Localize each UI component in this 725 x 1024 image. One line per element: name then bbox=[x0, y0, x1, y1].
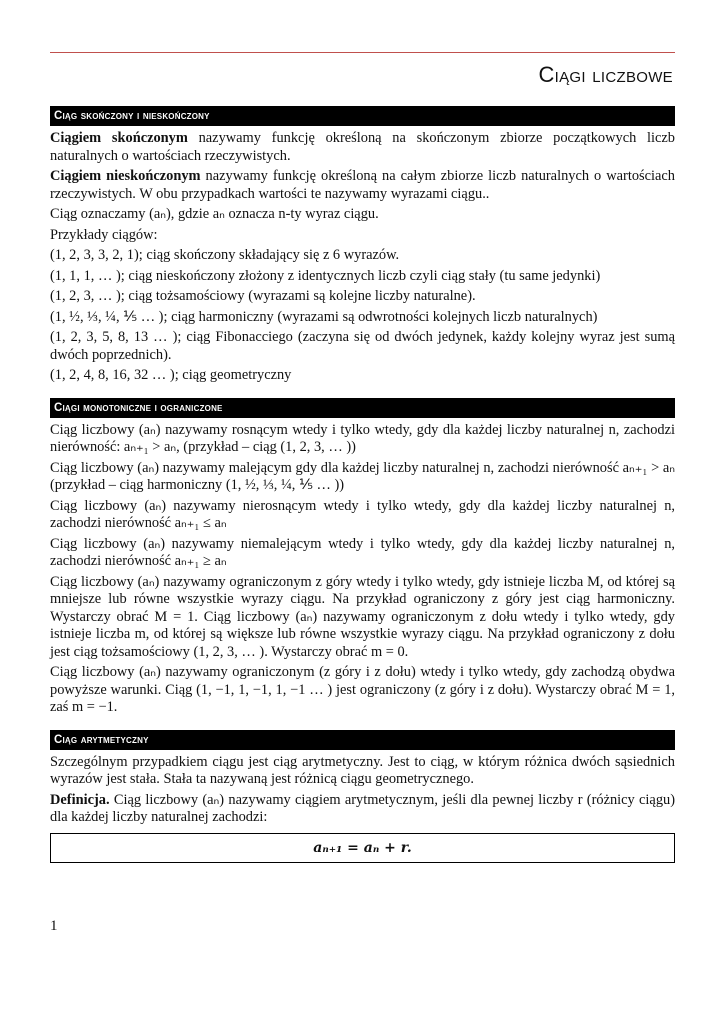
formula: aₙ₊₁ = aₙ + r. bbox=[313, 839, 412, 856]
section-heading: Ciągi monotoniczne i ograniczone bbox=[50, 398, 675, 418]
header-rule bbox=[50, 52, 675, 53]
document-title: Ciągi liczbowe bbox=[538, 62, 673, 87]
example-line: (1, 2, 3, … ); ciąg tożsamościowy (wyrazami są kolejne liczby naturalne). bbox=[50, 288, 476, 304]
paragraph: Przykłady ciągów: bbox=[50, 226, 158, 243]
example-line: (1, ½, ⅓, ¼, ⅕ … ); ciąg harmoniczny (wyrazami są odwrotności kolejnych liczb naturalnych) bbox=[50, 308, 598, 325]
section-heading: Ciąg skończony i nieskończony bbox=[50, 106, 675, 126]
paragraph bbox=[50, 168, 675, 203]
paragraph: Ciąg liczbowy (aₙ) nazywamy rosnącym wtedy i tylko wtedy, gdy dla każdej liczby naturalnej n, zachodzi nierówność: aₙ₊₁ > aₙ, (przykład – ciąg (1, 2, 3, … )) bbox=[50, 421, 675, 455]
paragraph: Ciąg liczbowy (aₙ) nazywamy ograniczonym (z góry i z dołu) wtedy i tylko wtedy, gdy zachodzą obydwa powyższe warunki. Ciąg (1, −1, 1, −1, 1, −1 … ) jest ograniczony (z góry i z dołu). Wystarczy obrać M = 1, zaś m = −1. bbox=[50, 664, 675, 715]
paragraph: Ciąg liczbowy (aₙ) nazywamy niemalejącym wtedy i tylko wtedy, gdy dla każdej liczby naturalnej n, zachodzi nierówność aₙ₊₁ ≥ aₙ bbox=[50, 535, 675, 569]
paragraph bbox=[50, 792, 675, 827]
definition-text: nazywamy funkcję określoną na skończonym zbiorze początkowych liczb naturalnych o wartościach rzeczywistych. bbox=[50, 130, 675, 164]
example-line: (1, 2, 4, 8, 16, 32 … ); ciąg geometryczny bbox=[50, 367, 292, 383]
example-line: (1, 2, 3, 5, 8, 13 … ); ciąg Fibonacciego (zaczyna się od dwóch jedynek, każdy kolejny wyraz jest sumą dwóch poprzednich). bbox=[50, 329, 675, 363]
definition-text: Ciąg liczbowy (aₙ) nazywamy ciągiem arytmetycznym, jeśli dla pewnej liczby r (różnicy ciągu) dla każdej liczby naturalnej zachodzi: bbox=[50, 791, 675, 825]
paragraph: Ciąg liczbowy (aₙ) nazywamy ograniczonym z góry wtedy i tylko wtedy, gdy istnieje liczba M, od której są mniejsze lub równe wszystkie wyrazy ciągu. Na przykład ograniczony z góry jest ciąg harmoniczny. Wystarczy obrać M = 1. Ciąg liczbowy (aₙ) nazywamy ograniczonym z dołu wtedy i tylko wtedy, gdy istnieje liczba m, od której są większe lub równe wszystkie wyrazy ciągu. Na przykład ograniczony z dołu jest ciąg tożsamościowy (1, 2, 3, … ). Wystarczy obrać m = 0. bbox=[50, 573, 675, 660]
page-number: 1 bbox=[50, 918, 58, 934]
term: Ciągiem skończonym bbox=[50, 130, 188, 146]
paragraph bbox=[50, 130, 675, 165]
formula-box bbox=[50, 833, 675, 863]
term: Definicja. bbox=[50, 791, 110, 808]
example-line: (1, 2, 3, 3, 2, 1); ciąg skończony składający się z 6 wyrazów. bbox=[50, 247, 400, 263]
term: Ciągiem nieskończonym bbox=[50, 168, 201, 184]
paragraph: Ciąg liczbowy (aₙ) nazywamy malejącym gdy dla każdej liczby naturalnej n, zachodzi nierówność aₙ₊₁ > aₙ (przykład – ciąg harmoniczny (1, ½, ⅓, ¼, ⅕ … )) bbox=[50, 459, 675, 493]
example-line: (1, 1, 1, … ); ciąg nieskończony złożony z identycznych liczb czyli ciąg stały (tu same jedynki) bbox=[50, 267, 601, 284]
document-body bbox=[50, 106, 675, 863]
paragraph: Ciąg liczbowy (aₙ) nazywamy nierosnącym wtedy i tylko wtedy, gdy dla każdej liczby naturalnej n, zachodzi nierówność aₙ₊₁ ≤ aₙ bbox=[50, 497, 675, 531]
paragraph: Szczególnym przypadkiem ciągu jest ciąg arytmetyczny. Jest to ciąg, w którym różnica dwóch sąsiednich wyrazów jest stała. Stała ta nazywaną jest różnicą ciągu geometrycznego. bbox=[50, 753, 675, 787]
definition-text: nazywamy funkcję określoną na całym zbiorze liczb naturalnych o wartościach rzeczywistych. W obu przypadkach wartości te nazywamy wyrazami ciągu.. bbox=[50, 168, 675, 202]
section-heading: Ciąg arytmetyczny bbox=[50, 730, 675, 750]
paragraph: Ciąg oznaczamy (aₙ), gdzie aₙ oznacza n-ty wyraz ciągu. bbox=[50, 206, 379, 222]
